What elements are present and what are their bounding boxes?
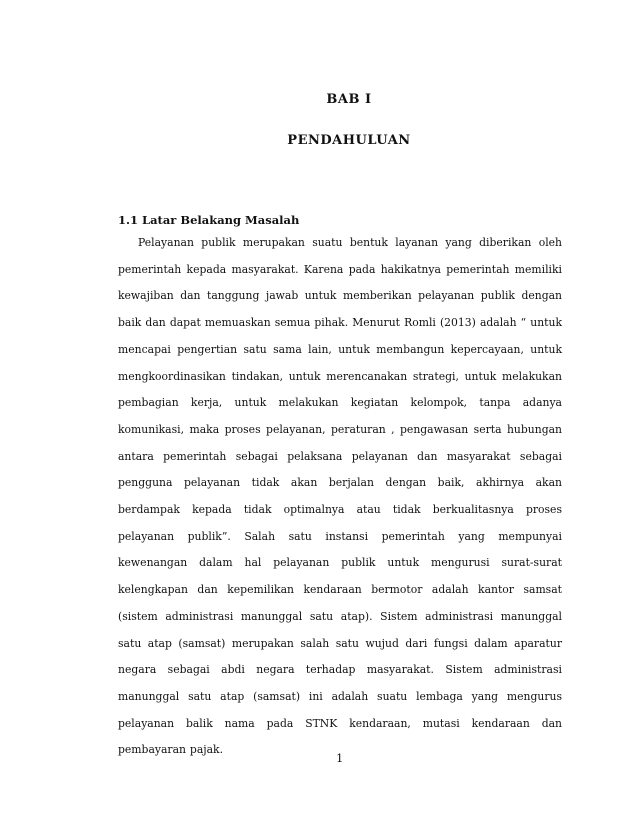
chapter-title: PENDAHULUAN: [287, 133, 411, 148]
chapter-number: BAB I: [326, 92, 372, 107]
body-paragraph: Pelayanan publik merupakan suatu bentuk layanan yang diberikan oleh pemerintah kepada masyarakat. Karena pada hakikatnya pemerintah memiliki kewajiban dan tanggung jawab untuk memberikan pelayanan publik dengan baik dan dapat memuaskan semua pihak. Menurut Romli (2013) adalah “ untuk mencapai pengertian satu sama lain, untuk membangun kepercayaan, untuk mengkoordinasikan tindakan, untuk merencanakan strategi, untuk melakukan pembagian kerja, untuk melakukan kegiatan kelompok, tanpa adanya komunikasi, maka proses pelayanan, peraturan , pengawasan serta hubungan antara pemerintah sebagai pelaksana pelayanan dan masyarakat sebagai pengguna pelayanan tidak akan berjalan dengan baik, akhirnya akan berdampak kepada tidak optimalnya atau tidak berkualitasnya proses pelayanan publik”. Salah satu instansi pemerintah yang mempunyai kewenangan dalam hal pelayanan publik untuk mengurusi surat-surat kelengkapan dan kepemilikan kendaraan bermotor adalah kantor samsat (sistem administrasi manunggal satu atap). Sistem administrasi manunggal satu atap (samsat) merupakan salah satu wujud dari fungsi dalam aparatur negara sebagai abdi negara terhadap masyarakat. Sistem administrasi manunggal satu atap (samsat) ini adalah suatu lembaga yang mengurus pelayanan balik nama pada STNK kendaraan, mutasi kendaraan dan pembayaran pajak.: [118, 236, 562, 757]
page-number: 1: [336, 751, 344, 765]
section-heading: 1.1 Latar Belakang Masalah: [118, 213, 300, 227]
